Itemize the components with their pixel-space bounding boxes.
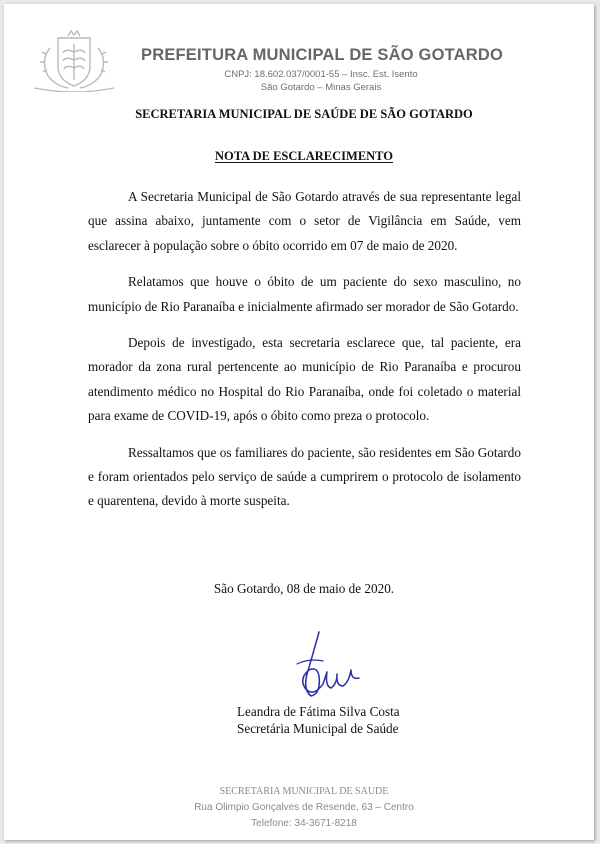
signatory-role: Secretária Municipal de Saúde	[237, 721, 399, 736]
department-heading: SECRETARIA MUNICIPAL DE SAÚDE DE SÃO GOTARDO	[135, 107, 473, 121]
handwritten-signature	[289, 624, 364, 704]
municipal-coat-of-arms-icon	[28, 26, 120, 92]
body-paragraph: A Secretaria Municipal de São Gotardo através de sua representante legal que assina abaixo, juntamente com o setor de Vigilância em Saúde, vem esclarecer à população sobre o óbito ocorrido em 07 de maio de 2020.	[88, 189, 521, 253]
body-paragraph: Ressaltamos que os familiares do paciente, são residentes em São Gotardo e foram orientados pelo serviço de saúde a cumprirem o protocolo de isolamento e quarentena, devido à morte suspeita.	[88, 444, 521, 509]
footer-phone: Telefone: 34-3671-8218	[251, 818, 357, 829]
footer-address: Rua Olimpio Gonçalves de Resende, 63 – Centro	[194, 802, 414, 813]
org-cnpj: CNPJ: 18.602.037/0001-55 – Insc. Est. Isento	[224, 69, 418, 80]
org-name: PREFEITURA MUNICIPAL DE SÃO GOTARDO	[141, 46, 504, 64]
org-location: São Gotardo – Minas Gerais	[260, 82, 382, 93]
body-paragraph: Depois de investigado, esta secretaria esclarece que, tal paciente, era morador da zona rural pertencente ao município de Rio Paranaíba e procurou atendimento médico no Hospital do Rio Paranaíba, onde foi coletado o material para exame de COVID-19, após o óbito como preza o protocolo.	[88, 335, 521, 424]
signatory-name: Leandra de Fátima Silva Costa	[237, 704, 400, 719]
body-paragraph: Relatamos que houve o óbito de um paciente do sexo masculino, no município de Rio Paranaíba e inicialmente afirmado ser morador de São Gotardo.	[88, 274, 521, 314]
document-body	[88, 185, 521, 526]
document-page	[4, 4, 594, 840]
footer-department: SECRETARIA MUNICIPAL DE SAUDE	[219, 786, 389, 797]
dateline: São Gotardo, 08 de maio de 2020.	[213, 581, 395, 596]
document-title-text: NOTA DE ESCLARECIMENTO	[214, 149, 394, 163]
document-title	[4, 149, 600, 164]
